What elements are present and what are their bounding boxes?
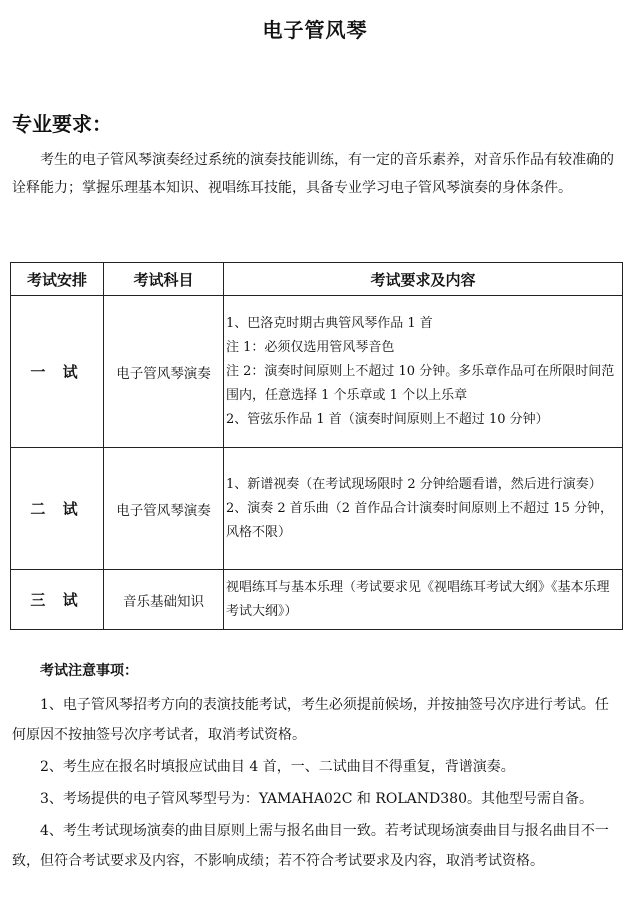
requirements-cell [224, 448, 623, 570]
document-title: 电子管风琴 [262, 18, 368, 42]
note-item: 3、考场提供的电子管风琴型号为：YAMAHA02C 和 ROLAND380。其他型号需自备。 [40, 791, 593, 807]
section-heading-requirements: 专业要求： [12, 112, 112, 136]
table-header-row [11, 263, 623, 296]
requirement-line: 2、演奏 2 首乐曲（2 首作品合计演奏时间原则上不超过 15 分钟，风格不限） [226, 500, 614, 540]
requirements-cell [224, 296, 623, 448]
table-row-round-1 [11, 296, 623, 448]
table-row-round-2 [11, 448, 623, 570]
requirement-line: 1、巴洛克时期古典管风琴作品 1 首 [226, 315, 433, 331]
requirement-line: 注 2：演奏时间原则上不超过 10 分钟。多乐章作品可在所限时间范围内，任意选择 1 个乐章或 1 个以上乐章 [226, 363, 615, 403]
requirement-line: 2、管弦乐作品 1 首（演奏时间原则上不超过 10 分钟） [226, 411, 549, 427]
header-exam-arrangement: 考试安排 [11, 263, 104, 296]
exam-table [10, 262, 623, 630]
note-item: 4、考生考试现场演奏的曲目原则上需与报名曲目一致。若考试现场演奏曲目与报名曲目不一致，但符合考试要求及内容，不影响成绩；若不符合考试要求及内容，取消考试资格。 [12, 823, 609, 869]
header-exam-subject: 考试科目 [104, 263, 224, 296]
note-item: 2、考生应在报名时填报应试曲目 4 首，一、二试曲目不得重复，背谱演奏。 [40, 759, 515, 775]
note-item: 1、电子管风琴招考方向的表演技能考试，考生必须提前候场，并按抽签号次序进行考试。任何原因不按抽签号次序考试者，取消考试资格。 [12, 697, 609, 743]
subject-label: 电子管风琴演奏 [104, 448, 224, 570]
intro-paragraph: 考生的电子管风琴演奏经过系统的演奏技能训练，有一定的音乐素养，对音乐作品有较准确的诠释能力；掌握乐理基本知识、视唱练耳技能，具备专业学习电子管风琴演奏的身体条件。 [12, 152, 614, 196]
round-label: 一 试 [11, 296, 104, 448]
requirement-line: 视唱练耳与基本乐理（考试要求见《视唱练耳考试大纲》《基本乐理考试大纲》） [226, 579, 610, 619]
header-exam-requirements: 考试要求及内容 [224, 263, 623, 296]
table-row-round-3 [11, 570, 623, 630]
subject-label: 音乐基础知识 [104, 570, 224, 630]
requirement-line: 1、新谱视奏（在考试现场限时 2 分钟给题看谱，然后进行演奏） [226, 476, 602, 492]
round-label: 二 试 [11, 448, 104, 570]
notes-list [12, 690, 618, 878]
requirement-line: 注 1：必须仅选用管风琴音色 [226, 339, 395, 355]
requirements-cell [224, 570, 623, 630]
round-label: 三 试 [11, 570, 104, 630]
notes-heading: 考试注意事项： [40, 663, 138, 679]
subject-label: 电子管风琴演奏 [104, 296, 224, 448]
